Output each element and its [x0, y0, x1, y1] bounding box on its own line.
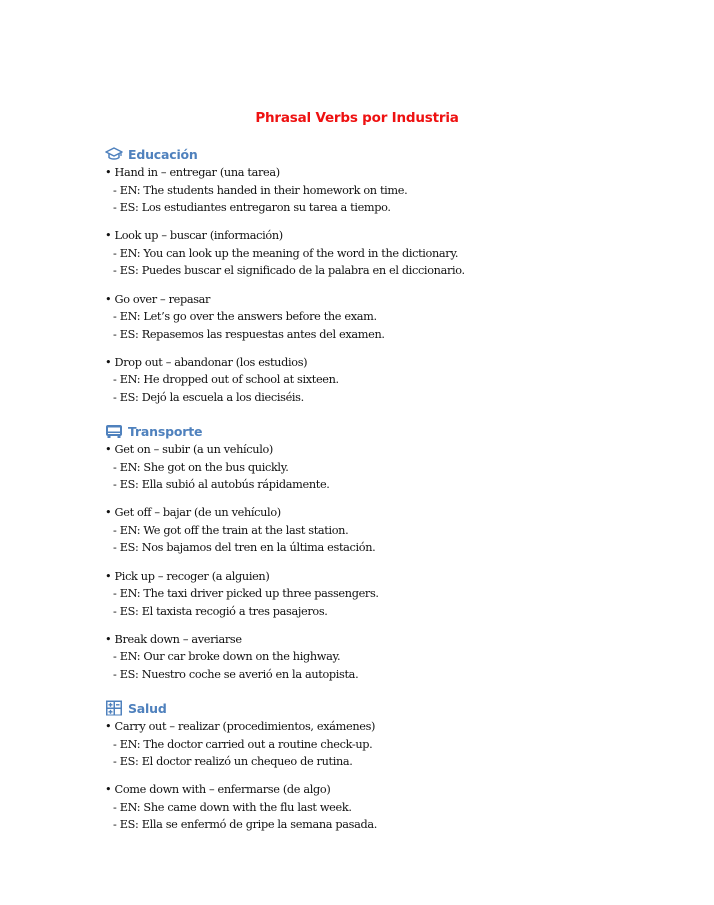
- section-title: Salud: [128, 700, 167, 716]
- phrasal-verb: • Look up – buscar (información): [105, 229, 283, 243]
- list-item: [105, 354, 625, 407]
- section-heading: [105, 421, 625, 441]
- example-es: - ES: El taxista recogió a tres pasajeros.: [113, 604, 328, 618]
- example-en: - EN: Our car broke down on the highway.: [113, 650, 341, 664]
- graduation-cap-icon: [105, 146, 123, 162]
- list-item: [105, 631, 625, 684]
- hospital-icon: [105, 700, 123, 716]
- phrasal-verb: • Carry out – realizar (procedimientos, exámenes): [105, 720, 376, 733]
- list-item: [105, 291, 625, 344]
- section-title: Transporte: [128, 423, 203, 439]
- example-en: - EN: The doctor carried out a routine check-up.: [113, 737, 373, 751]
- list-item: [105, 781, 625, 834]
- phrasal-verb: • Drop out – abandonar (los estudios): [105, 355, 308, 369]
- example-en: - EN: She got on the bus quickly.: [113, 460, 289, 474]
- example-en: - EN: Let’s go over the answers before the exam.: [113, 310, 377, 324]
- phrasal-verb: • Hand in – entregar (una tarea): [105, 166, 280, 179]
- example-en: - EN: The students handed in their homework on time.: [113, 183, 408, 197]
- section-transporte: [105, 421, 625, 684]
- phrasal-verb: • Come down with – enfermarse (de algo): [105, 783, 331, 797]
- example-es: - ES: Ella se enfermó de gripe la semana pasada.: [113, 818, 377, 832]
- example-en: - EN: We got off the train at the last station.: [113, 523, 349, 537]
- phrasal-verb: • Get off – bajar (de un vehículo): [105, 506, 281, 520]
- section-salud: [105, 698, 625, 834]
- example-en: - EN: You can look up the meaning of the word in the dictionary.: [113, 246, 459, 260]
- section-title: Educación: [128, 146, 198, 162]
- phrasal-verb: • Get on – subir (a un vehículo): [105, 443, 273, 456]
- section-heading: [105, 144, 625, 164]
- example-es: - ES: Puedes buscar el significado de la palabra en el diccionario.: [113, 264, 465, 278]
- list-item: [105, 718, 625, 771]
- example-es: - ES: Ella subió al autobús rápidamente.: [113, 478, 330, 492]
- example-es: - ES: Dejó la escuela a los dieciséis.: [113, 391, 304, 405]
- list-item: [105, 504, 625, 557]
- example-en: - EN: The taxi driver picked up three passengers.: [113, 587, 379, 601]
- example-es: - ES: El doctor realizó un chequeo de rutina.: [113, 755, 353, 769]
- phrasal-verb: • Go over – repasar: [105, 292, 211, 306]
- example-es: - ES: Los estudiantes entregaron su tarea a tiempo.: [113, 201, 391, 215]
- list-item: [105, 441, 625, 494]
- phrasal-verb: • Pick up – recoger (a alguien): [105, 569, 270, 583]
- phrasal-verb: • Break down – averiarse: [105, 632, 242, 646]
- section-heading: [105, 698, 625, 718]
- example-es: - ES: Nos bajamos del tren en la última estación.: [113, 541, 376, 555]
- list-item: [105, 164, 625, 217]
- list-item: [105, 227, 625, 280]
- example-en: - EN: He dropped out of school at sixteen.: [113, 373, 339, 387]
- list-item: [105, 568, 625, 621]
- example-en: - EN: She came down with the flu last week.: [113, 800, 352, 814]
- bus-icon: [105, 423, 123, 439]
- section-educacion: [105, 144, 625, 407]
- example-es: - ES: Repasemos las respuestas antes del examen.: [113, 327, 385, 341]
- page-title: Phrasal Verbs por Industria: [255, 110, 459, 126]
- example-es: - ES: Nuestro coche se averió en la autopista.: [113, 668, 359, 682]
